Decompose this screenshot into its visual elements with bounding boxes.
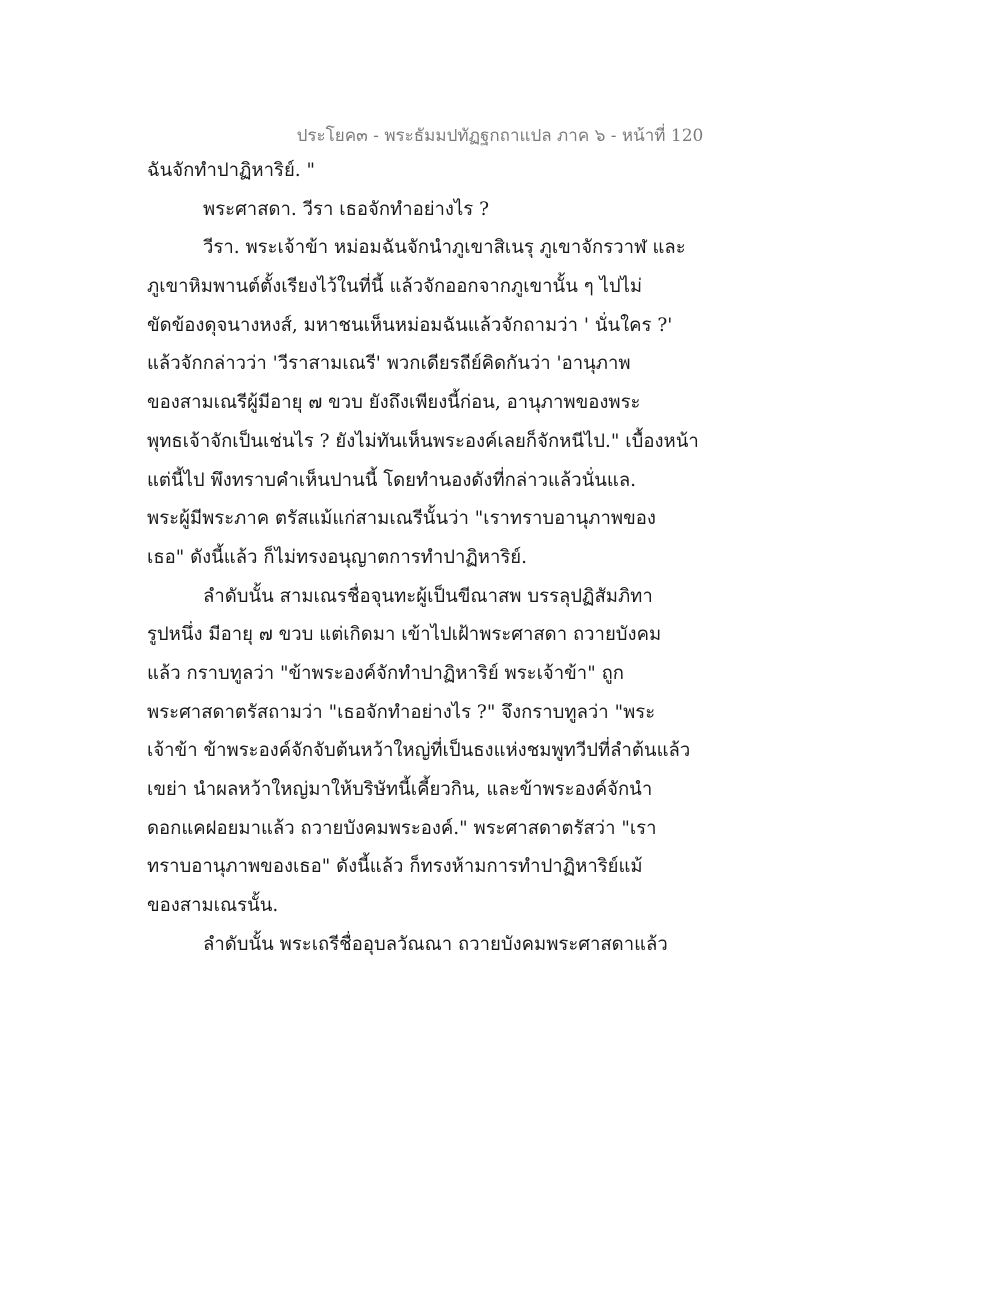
- text-line: พระศาสดา. วีรา เธอจักทำอย่างไร ?: [203, 198, 490, 220]
- text-line: ขัดข้องดุจนางหงส์, มหาชนเห็นหม่อมฉันแล้วจักถามว่า ' นั่นใคร ?': [147, 314, 673, 336]
- text-line: พระศาสดาตรัสถามว่า "เธอจักทำอย่างไร ?" จึงกราบทูลว่า "พระ: [147, 701, 656, 723]
- text-line: เจ้าข้า ข้าพระองค์จักจับต้นหว้าใหญ่ที่เป็นธงแห่งชมพูทวีปที่ลำต้นแล้ว: [147, 740, 691, 762]
- text-line: ดอกแคฝอยมาแล้ว ถวายบังคมพระองค์." พระศาสดาตรัสว่า "เรา: [147, 817, 657, 839]
- text-line: พระผู้มีพระภาค ตรัสแม้แก่สามเณรีนั้นว่า "เราทราบอานุภาพของ: [147, 508, 656, 530]
- text-line: วีรา. พระเจ้าข้า หม่อมฉันจักนำภูเขาสิเนรุ ภูเขาจักรวาฬ และ: [203, 237, 686, 259]
- page-header: ประโยค๓ - พระธัมมปทัฏฐกถาแปล ภาค ๖ - หน้าที่ 120: [296, 126, 704, 146]
- text-line: ทราบอานุภาพของเธอ" ดังนี้แล้ว ก็ทรงห้ามการทำปาฏิหาริย์แม้: [147, 856, 643, 878]
- text-line: พุทธเจ้าจักเป็นเช่นไร ? ยังไม่ทันเห็นพระองค์เลยก็จักหนีไป." เบื้องหน้า: [147, 430, 699, 452]
- text-line: ลำดับนั้น พระเถรีชื่ออุบลวัณณา ถวายบังคมพระศาสดาแล้ว: [203, 933, 668, 955]
- text-line: เธอ" ดังนี้แล้ว ก็ไม่ทรงอนุญาตการทำปาฏิหาริย์.: [147, 546, 528, 568]
- text-line: รูปหนึ่ง มีอายุ ๗ ขวบ แต่เกิดมา เข้าไปเฝ้าพระศาสดา ถวายบังคม: [147, 624, 662, 646]
- text-line: ฉันจักทำปาฏิหาริย์. ": [147, 160, 316, 181]
- text-line: แล้วจักกล่าวว่า 'วีราสามเณรี' พวกเดียรถีย์คิดกันว่า 'อานุภาพ: [147, 353, 631, 375]
- text-line: แล้ว กราบทูลว่า "ข้าพระองค์จักทำปาฏิหาริย์ พระเจ้าข้า" ถูก: [147, 662, 624, 684]
- text-line: ของสามเณรีผู้มีอายุ ๗ ขวบ ยังถึงเพียงนี้ก่อน, อานุภาพของพระ: [147, 392, 641, 414]
- text-line: เขย่า นำผลหว้าใหญ่มาให้บริษัทนี้เคี้ยวกิน, และข้าพระองค์จักนำ: [147, 779, 653, 800]
- body-text: [147, 158, 747, 970]
- text-line: แต่นี้ไป พึงทราบคำเห็นปานนี้ โดยทำนองดังที่กล่าวแล้วนั่นแล.: [147, 469, 637, 491]
- text-line: ลำดับนั้น สามเณรชื่อจุนทะผู้เป็นขีณาสพ บรรลุปฏิสัมภิทา: [203, 585, 653, 607]
- text-line: ภูเขาหิมพานต์ตั้งเรียงไว้ในที่นี้ แล้วจักออกจากภูเขานั้น ๆ ไปไม่: [147, 276, 643, 298]
- text-line: ของสามเณรนั้น.: [147, 895, 279, 917]
